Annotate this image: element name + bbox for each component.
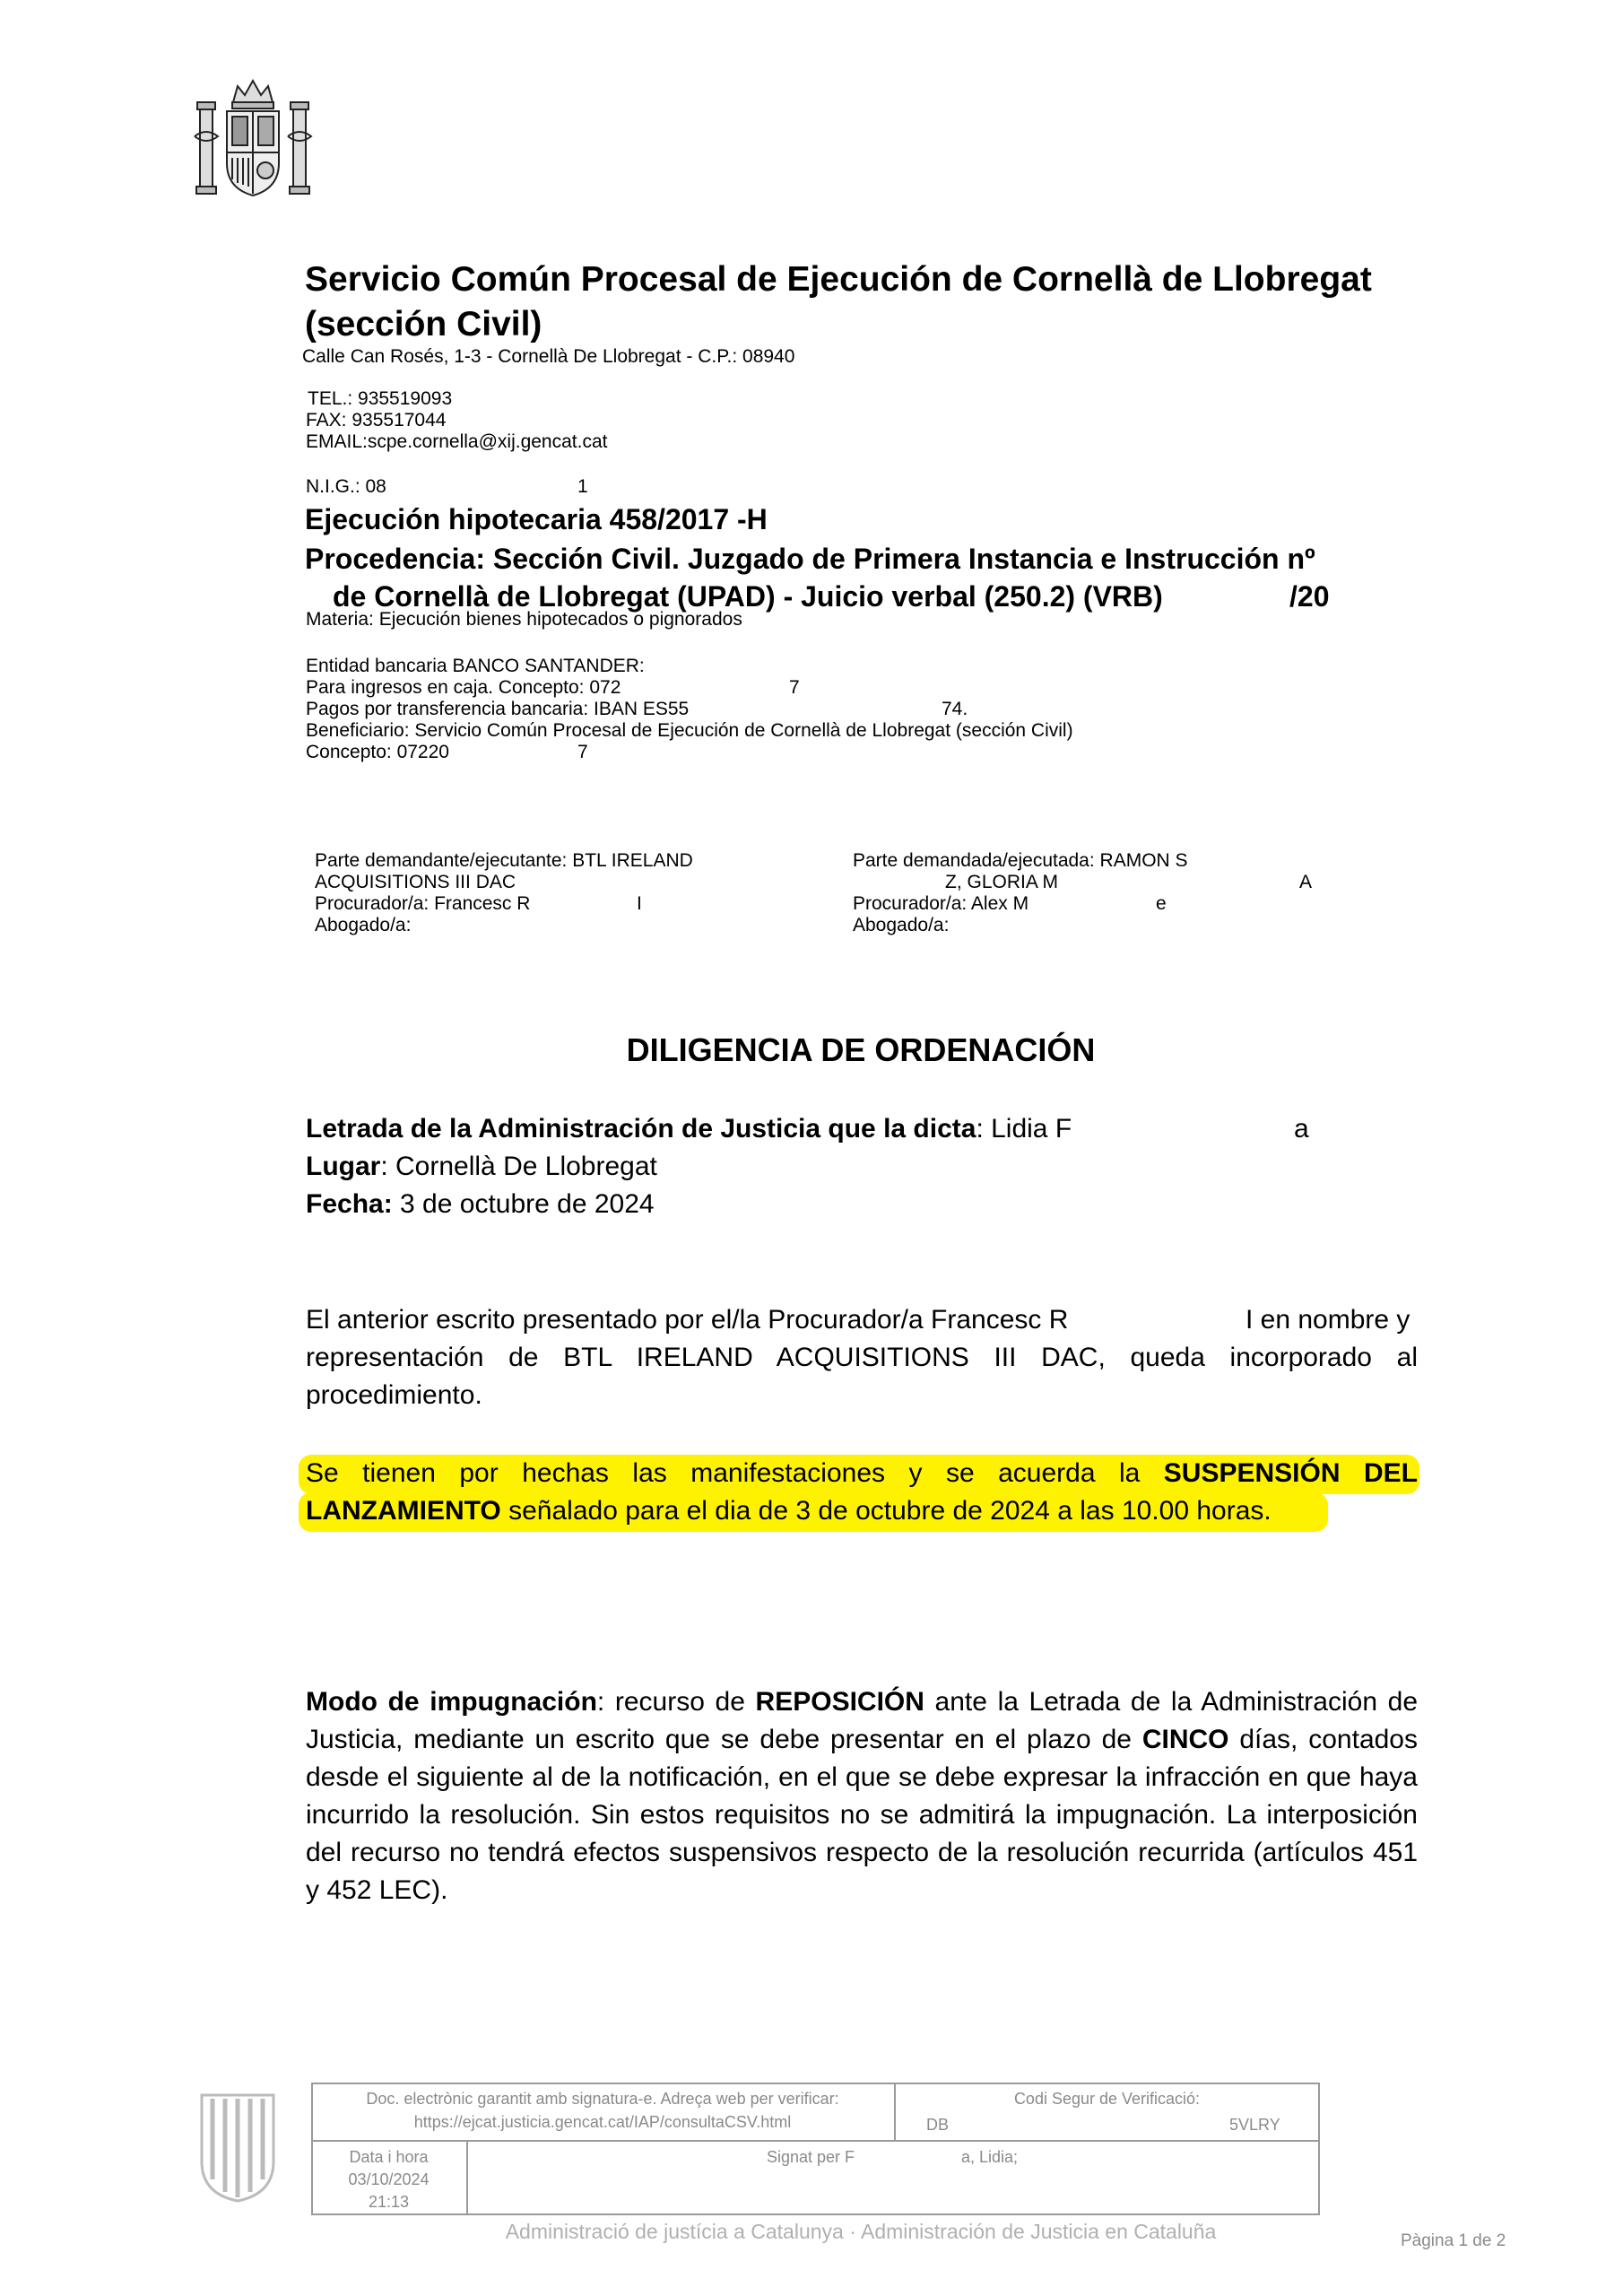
defendant-lawyer: Abogado/a: [853,915,950,935]
administration-footer: Administració de justícia a Catalunya · Administración de Justicia en Cataluña [505,2220,1217,2243]
plaintiff-lawyer: Abogado/a: [315,915,412,935]
date-label: Fecha: [306,1189,393,1219]
plaintiff-name-line1: Parte demandante/ejecutante: BTL IRELAND [315,850,693,871]
plaintiff-name-line2: ACQUISITIONS III DAC [315,872,516,892]
defendant-name-line2: Z, GLORIA M [945,872,1059,892]
place-line [306,1148,657,1186]
defendant-name-line2-tail: A [1299,872,1313,892]
paragraph-2-suspension: SUSPENSIÓN DEL [1163,1458,1418,1488]
paragraph-2-line1 [306,1455,1418,1492]
plaintiff-procurator: Procurador/a: Francesc R [315,893,531,914]
case-origin-line1: Procedencia: Sección Civil. Juzgado de Primera Instancia e Instrucción nº [305,543,1315,575]
court-tel: TEL.: 935519093 [308,388,453,409]
coat-of-arms-logo [193,74,314,204]
date-value: 3 de octubre de 2024 [392,1189,655,1219]
verify-line1: Doc. electrònic garantit amb signatura-e. Adreça web per verificar: [366,2090,839,2108]
court-address: Calle Can Rosés, 1-3 - Cornellà De Llobregat - C.P.: 08940 [302,346,795,367]
court-name-line2: (sección Civil) [305,305,542,344]
paragraph-3 [306,1683,1418,1909]
signed-by-name: a, Lidia; [961,2148,1019,2166]
csv-prefix: DB [926,2116,950,2134]
verify-url[interactable]: https://ejcat.justicia.gencat.cat/IAP/consultaCSV.html [413,2113,792,2131]
paragraph-3-text2: ante la Letrada de la Administración de Justicia, mediante un escrito que se debe presentar en el plazo de [306,1687,1418,1754]
bank-concept-tail: 7 [577,742,588,762]
nig-label: N.I.G.: 08 [306,476,386,497]
nig-tail: 1 [577,476,588,497]
bank-cash: Para ingresos en caja. Concepto: 072 [306,677,621,698]
paragraph-1-line3: procedimiento. [306,1380,482,1410]
verification-divider-h [311,2140,1320,2142]
defendant-procurator: Procurador/a: Alex M [853,893,1029,914]
date-time-date: 03/10/2024 [348,2170,430,2188]
date-time-label: Data i hora [349,2148,429,2166]
verification-divider-v2 [466,2140,468,2215]
csv-label: Codi Segur de Verificació: [1013,2090,1201,2108]
place-value: : Cornellà De Llobregat [380,1152,657,1181]
plaintiff-procurator-tail: I [637,893,642,914]
paragraph-3-text1: : recurso de [596,1687,756,1717]
court-fax: FAX: 935517044 [306,410,447,430]
csv-suffix: 5VLRY [1229,2116,1280,2134]
signed-by-label: Signat per F [767,2148,855,2166]
paragraph-1-line1a: El anterior escrito presentado por el/la Procurador/a Francesc R [306,1305,1069,1335]
case-matter: Materia: Ejecución bienes hipotecados o pignorados [306,609,742,630]
case-title: Ejecución hipotecaria 458/2017 -H [305,503,768,535]
court-name [305,257,1372,347]
paragraph-2-lanzamiento: LANZAMIENTO [306,1496,501,1526]
paragraph-3-bold2: REPOSICIÓN [755,1687,924,1717]
generalitat-logo [193,2090,282,2205]
diligence-title: DILIGENCIA DE ORDENACIÓN [626,1031,1096,1068]
bank-cash-tail: 7 [789,677,800,698]
clerk-line [306,1110,1072,1148]
bank-concept: Concepto: 07220 [306,742,449,762]
date-line [306,1186,655,1223]
clerk-label: Letrada de la Administración de Justicia que la dicta [306,1114,976,1144]
paragraph-2-line1a: Se tienen por hechas las manifestaciones y se acuerda la [306,1458,1164,1488]
paragraph-2-line2b: señalado para el dia de 3 de octubre de 2024 a las 10.00 horas. [500,1496,1271,1526]
bank-transfer: Pagos por transferencia bancaria: IBAN ES55 [306,699,690,719]
court-name-line1: Servicio Común Procesal de Ejecución de Cornellà de Llobregat [305,260,1372,299]
place-label: Lugar [306,1152,381,1181]
clerk-tail: a [1294,1114,1309,1144]
bank-beneficiary: Beneficiario: Servicio Común Procesal de Ejecución de Cornellà de Llobregat (sección Civil) [306,720,1073,741]
case-origin-tail: /20 [1289,580,1330,613]
paragraph-3-bold1: Modo de impugnación [306,1687,597,1717]
paragraph-1-line1b: I en nombre y [1245,1305,1410,1335]
paragraph-3-bold3: CINCO [1141,1725,1229,1754]
bank-entity: Entidad bancaria BANCO SANTANDER: [306,656,645,676]
paragraph-3-text3: días, contados desde el siguiente al de la notificación, en el que se debe expresar la infracción en que haya incurrido la resolución. Sin estos requisitos no se admitirá la impugnación. La interposición del recurso no tendrá efectos suspensivos respecto de la resolución recurrida (artículos 451 y 452 LEC). [306,1725,1418,1905]
case-origin-line2: de Cornellà de Llobregat (UPAD) - Juicio verbal (250.2) (VRB) [333,580,1163,613]
bank-transfer-tail: 74. [942,699,968,719]
page-number: Pàgina 1 de 2 [1401,2231,1506,2250]
date-time-time: 21:13 [368,2193,410,2211]
defendant-name-line1: Parte demandada/ejecutada: RAMON S [853,850,1188,871]
defendant-procurator-tail: e [1156,893,1167,914]
paragraph-1-line2: representación de BTL IRELAND ACQUISITIONS III DAC, queda incorporado al [306,1343,1418,1372]
court-email: EMAIL:scpe.cornella@xij.gencat.cat [306,431,608,452]
paragraph-2-line2 [306,1492,1271,1530]
clerk-value: : Lidia F [976,1114,1072,1144]
